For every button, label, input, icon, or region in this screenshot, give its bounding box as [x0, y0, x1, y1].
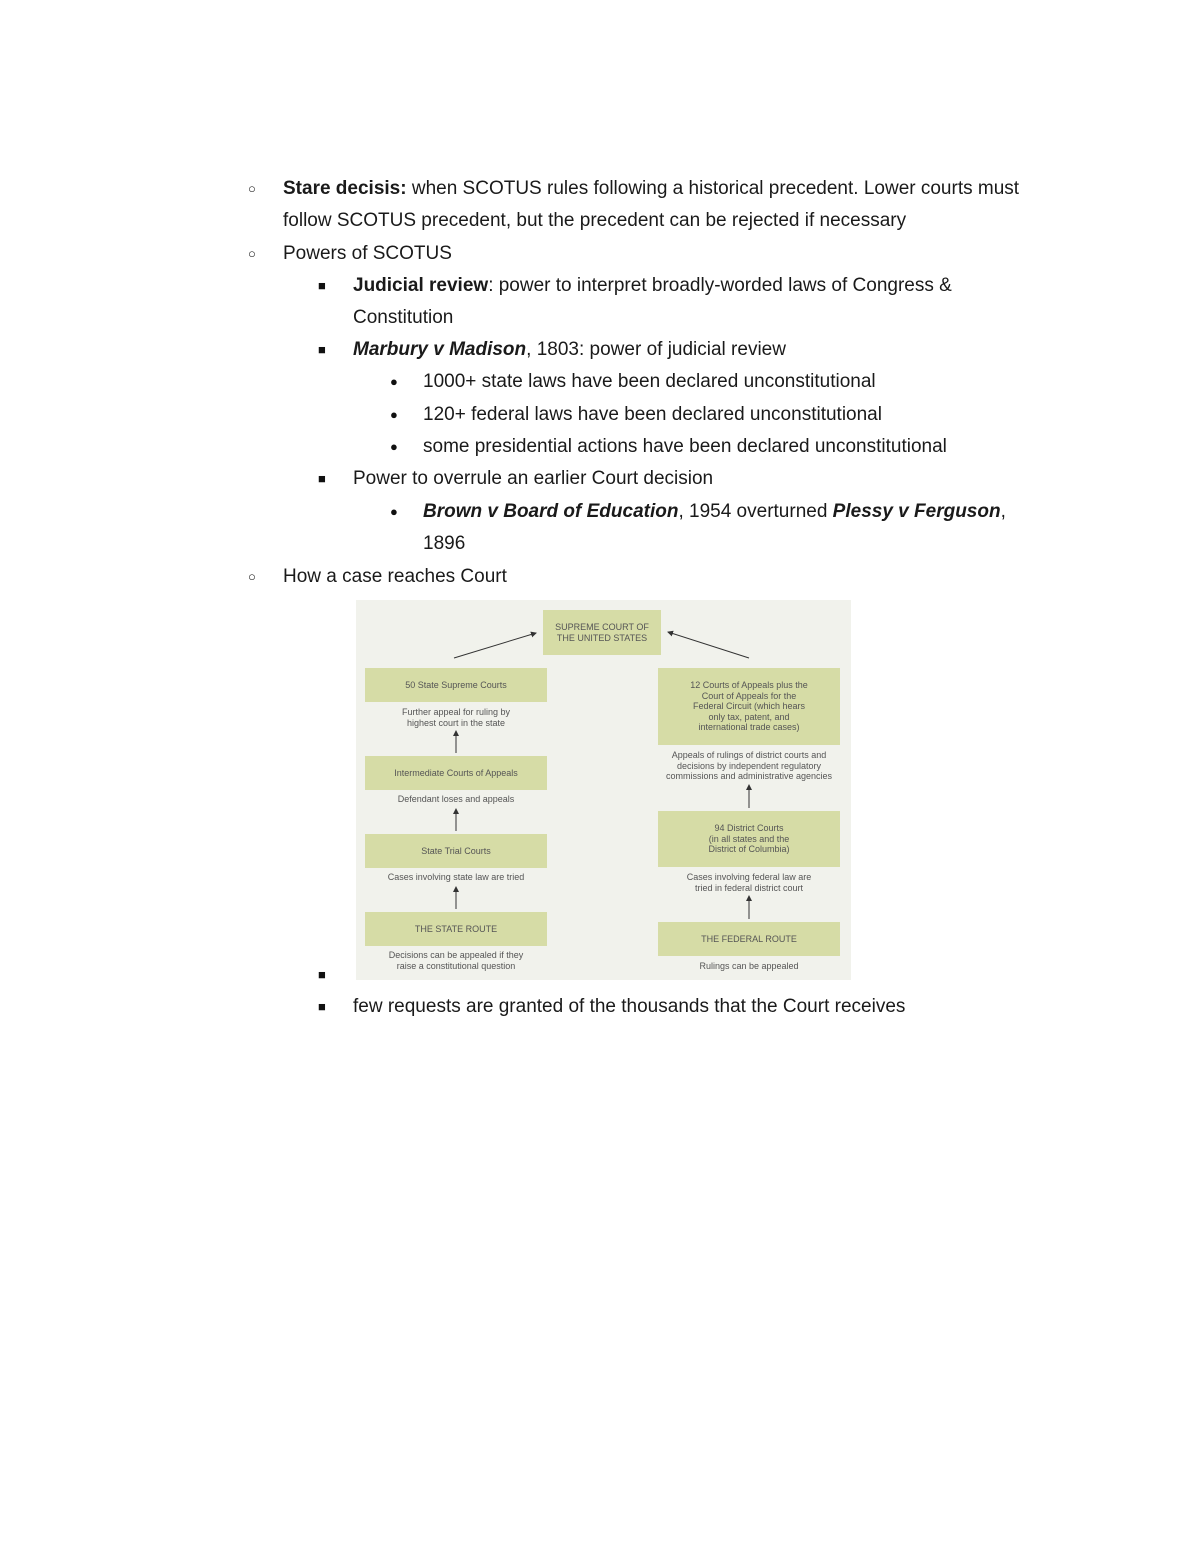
judicial-review-term: Judicial review: [353, 275, 489, 296]
marbury-case: Marbury v Madison: [353, 339, 527, 360]
disc-icon: ●: [390, 407, 398, 422]
federal-route-caption: Rulings can be appealed: [699, 961, 799, 971]
judicial-review-text: : power to interpret broadly-worded laws of Congress &: [488, 275, 952, 296]
disc-icon: ●: [390, 374, 398, 389]
square-icon: ■: [318, 967, 326, 982]
courts-of-appeals-box: 12 Courts of Appeals plus the Court of Appeals for the Federal Circuit (which hears only tax, patent, and international trade cases): [658, 668, 840, 745]
disc-icon: ●: [390, 439, 398, 454]
state-trial-caption: Cases involving state law are tried: [387, 872, 525, 882]
reaches-heading: How a case reaches Court: [283, 566, 507, 587]
square-icon: ■: [318, 278, 326, 293]
hollow-circle-icon: ○: [248, 181, 256, 196]
state-route-box: THE STATE ROUTE: [365, 912, 547, 946]
state-supreme-courts-box: 50 State Supreme Courts: [365, 668, 547, 702]
brown-year: 1896: [423, 533, 466, 554]
state-trial-courts-box: State Trial Courts: [365, 834, 547, 868]
brown-item: [423, 496, 1006, 528]
supreme-court-box: SUPREME COURT OF THE UNITED STATES: [543, 610, 661, 655]
disc-icon: ●: [390, 504, 398, 519]
intermediate-appeals-box: Intermediate Courts of Appeals: [365, 756, 547, 790]
hollow-circle-icon: ○: [248, 569, 256, 584]
court-route-diagram: [356, 600, 851, 980]
stare-decisis-text: when SCOTUS rules following a historical precedent. Lower courts must: [406, 178, 1020, 199]
arrow-state-to-supreme: [454, 633, 536, 658]
arrow-federal-to-supreme: [668, 632, 749, 658]
overrule-item: Power to overrule an earlier Court decision: [353, 468, 714, 489]
presidential-item: some presidential actions have been declared unconstitutional: [423, 436, 947, 457]
marbury-text: , 1803: power of judicial review: [526, 339, 786, 360]
district-courts-caption: Cases involving federal law are tried in federal district court: [686, 872, 812, 893]
brown-comma: ,: [1000, 501, 1006, 522]
plessy-case: Plessy v Ferguson: [832, 501, 1001, 522]
brown-text: , 1954 overturned: [678, 501, 833, 522]
state-laws-item: 1000+ state laws have been declared unconstitutional: [423, 371, 876, 392]
stare-decisis-term: Stare decisis:: [283, 178, 407, 199]
square-icon: ■: [318, 999, 326, 1014]
federal-route-box: THE FEDERAL ROUTE: [658, 922, 840, 956]
courts-of-appeals-caption: Appeals of rulings of district courts and decisions by independent regulatory commissions and administrative agencies: [665, 750, 833, 781]
square-icon: ■: [318, 342, 326, 357]
powers-heading: Powers of SCOTUS: [283, 243, 452, 264]
state-supreme-caption: Further appeal for ruling by highest court in the state: [401, 707, 511, 728]
brown-case: Brown v Board of Education: [423, 501, 679, 522]
stare-decisis-item: [283, 173, 1019, 205]
state-route-caption: Decisions can be appealed if they raise a constitutional question: [388, 950, 524, 971]
judicial-review-item: [353, 270, 952, 302]
judicial-review-text-cont: Constitution: [353, 307, 454, 328]
hollow-circle-icon: ○: [248, 246, 256, 261]
marbury-item: [353, 334, 786, 366]
federal-laws-item: 120+ federal laws have been declared unconstitutional: [423, 404, 882, 425]
few-requests-item: few requests are granted of the thousands that the Court receives: [353, 996, 906, 1017]
district-courts-box: 94 District Courts (in all states and the District of Columbia): [658, 811, 840, 867]
square-icon: ■: [318, 471, 326, 486]
stare-decisis-text-cont: follow SCOTUS precedent, but the precedent can be rejected if necessary: [283, 210, 907, 231]
intermediate-caption: Defendant loses and appeals: [397, 794, 515, 804]
